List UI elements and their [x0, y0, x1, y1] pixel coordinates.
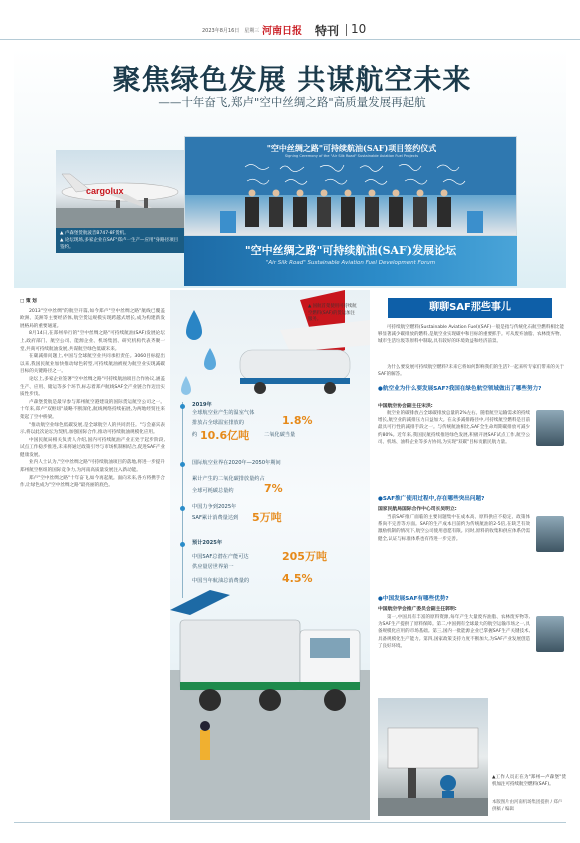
ceremony-subtitle: Signing Ceremony of the "Air Silk Road" Sustainable Aviation Fuel Projects — [284, 154, 419, 158]
article-paragraph: 8月14日,在郑州举行的"空中丝绸之路"可持续航油(SAF)发展论坛上,政府部门、航空公司、能源企业、机场集团、研究机构代表齐聚一堂,共商可持续航油发展,共谋航空绿色低碳未来。 — [20, 331, 165, 352]
article-paragraph: 郑卢"空中丝绸之路"十年奋飞,如今再起航。面向未来,各方将携手合作,让绿色成为"空中丝绸之路"最亮丽的底色。 — [20, 475, 165, 489]
stat-text: 中国力争到2025年 — [192, 504, 237, 510]
refueling-illustration — [378, 698, 488, 816]
stat-value: 7% — [264, 482, 283, 495]
newspaper-logo: 河南日报 — [262, 26, 302, 37]
page-subtitle: ——十年奋飞,郑卢"空中丝绸之路"高质量发展再起航 — [158, 95, 426, 109]
stat-value: 10.6亿吨 — [200, 429, 250, 442]
qa-question: ●SAF推广使用过程中,存在哪些突出问题? — [378, 496, 485, 502]
stat-text: 全球航空业产生的温室气体 — [192, 410, 255, 416]
header-divider — [346, 24, 347, 36]
hero-photo-caption: ▲ 卢森堡货航波音B747-8F货机。 ▲ 论坛现场,多家企业在SAF"郑卢一生产—应用"身路径项目签约。 — [56, 228, 184, 253]
stat-text: 中国SAF总潜在产能可达 — [192, 554, 249, 560]
forum-subtitle: "Air Silk Road" Sustainable Aviation Fuel Development Forum — [265, 260, 436, 266]
qa-answer: 当前SAF推广面临的主要问题集中在成本高、原料供应不稳定、政策体系尚不完善等方面。SAF的生产成本目前约为传统航油的2-5倍,在缺乏有效激励机制的情况下,航空公司使用意愿有限。同时,原料的收集和供应体系仍需健全,认证与标准体系也有待进一步完善。 — [378, 515, 530, 542]
stat-text: 排放占全球温室排放的 — [192, 420, 244, 426]
timeline-dot — [180, 542, 185, 547]
stat-text: 约 — [192, 432, 198, 438]
stat-text: 全球可耗碳总量约 — [192, 488, 234, 494]
timeline-line — [182, 402, 183, 598]
article-paragraph: 在碳减排问题上,中国与全球航空业共同承担责任。3060目标提出以来,我国民航业加快推动绿色转型,可持续航油被视为航空业实现减碳目标的关键路径之一。 — [20, 354, 165, 375]
truck-photo-caption: ▲ 国航首架使用可持续航空燃料(SAF)的货运加注服务。 — [308, 304, 357, 322]
qa-speaker: 中国航空协会副主任宋洪: — [378, 404, 433, 409]
article-paragraph: 中国民航局相关负责人介绍,国内可持续航油产业正处于起步阶段,试点工作稳步推进,未来将通过政策引导与市场机制相结合,促进SAF产业健康发展。 — [20, 437, 165, 458]
svg-text:cargolux: cargolux — [86, 186, 124, 196]
stat-text: 二氧化碳当量 — [264, 432, 296, 438]
stat-value: 4.5% — [282, 572, 313, 585]
stat-text: 中国当年航油总消费量的 — [192, 578, 250, 584]
signing-ceremony-photo — [184, 136, 517, 236]
qa-question: ●中国发展SAF有哪些优势? — [378, 596, 449, 602]
photo-credit: 本版图片由河南机场集团提供 / 郑卢供稿 / 编辑 — [492, 800, 563, 812]
stat-text: 累计产生的二氧化碳排放量约占 — [192, 476, 265, 482]
cargo-plane-illustration — [56, 150, 184, 228]
section-name: 特刊 — [315, 24, 340, 38]
page-number: 10 — [351, 22, 367, 36]
ceremony-title: "空中丝绸之路"可持续航油(SAF)项目签约仪式 — [266, 143, 437, 153]
stat-value: 5万吨 — [252, 511, 282, 524]
stat-text: 供应量居世界第一 — [192, 564, 234, 570]
qa-question: ●航空业为什么要发展SAF?我国在绿色航空领域做出了哪些努力? — [378, 386, 542, 392]
issue-date: 2023年8月16日 星期三 — [202, 28, 260, 34]
forum-title: "空中丝绸之路"可持续航油(SAF)发展论坛 — [244, 244, 457, 257]
stat-value: 1.8% — [282, 414, 313, 427]
article-paragraph: 卢森堡货航是最早参与郑州航空港建设的国际货运航空公司之一。十年来,郑卢"双枢纽"战略不断深化,航线网络持续拓展,为两地经贸往来架起了空中桥梁。 — [20, 399, 165, 420]
refueling-photo — [378, 698, 488, 816]
qa-intro: 可持续航空燃料(Sustainable Aviation Fuel)(SAF)一般是指与传统化石航空燃料相比能够显著减少碳排放的燃料,是航空业实现碳中和目标的重要抓手。可从废弃油脂、农林废弃物、城市生活垃圾等原料中制取,具有较好的环境效益和经济前景。 — [378, 325, 564, 345]
timeline-dot — [180, 404, 185, 409]
left-article — [20, 298, 165, 490]
qa-section-title: 聊聊SAF那些事儿 — [388, 298, 552, 318]
qa-answer: 第一,中国具有丰富的原料资源,每年产生大量废弃油脂、农林废弃物等,为SAF生产提供了原料保障。第二,中国拥有全球最大的航空运输市场之一,具备规模化应用的市场基础。第三,国内一批能源企业已掌握SAF生产关键技术,具备规模化生产能力。第四,国家政策支持力度不断加大,为SAF产业发展创造了良好环境。 — [378, 615, 530, 649]
speaker-photo — [536, 616, 564, 652]
qa-speaker: 国家民航局国际合作中心司长吴明立: — [378, 507, 457, 512]
page-title: 聚焦绿色发展 共谋航空未来 — [112, 63, 472, 96]
stats-timeline — [178, 402, 358, 602]
qa-answer: 航空业的碳排放占全球碳排放总量的2%左右。随着航空运输需求的持续增长,航空业的减排压力日益加大。在众多减排路径中,可持续航空燃料是目前最具可行性的减排手段之一。与传统航油相比,SAF全生命周期碳排放可减少约80%。近年来,我国民航持续推进绿色发展,积极开展SAF试点工作,航空公司、机场、油料企业等多方协同,为实现"双碳"目标贡献民航力量。 — [378, 411, 530, 445]
stat-year: 预计2025年 — [192, 540, 223, 546]
timeline-dot — [180, 462, 185, 467]
stat-year: 2019年 — [192, 402, 212, 408]
article-paragraph: "推动航空业绿色低碳发展,是全球航空人的共同责任。"与会嘉宾表示,将以此次论坛为契机,加强国际合作,推动可持续航油规模化应用。 — [20, 422, 165, 436]
article-paragraph: 业内人士认为,"空中丝绸之路"可持续航油项目的落地,将进一步提升郑州航空枢纽的国际竞争力,为河南高质量发展注入新动能。 — [20, 460, 165, 474]
timeline-dot — [180, 506, 185, 511]
bottom-divider — [14, 822, 566, 823]
article-paragraph: 论坛上,多家企业签署"空中丝绸之路"可持续航油项目合作协议,涵盖生产、应用、储运等多个环节,标志着郑卢航线SAF全产业链合作迈出实质性步伐。 — [20, 376, 165, 398]
qa-intro-2: 为什么要发展可持续航空燃料?未来它将如何影响我们的生活?一起来听专家们带来的关于SAF的解答。 — [378, 365, 564, 378]
stat-text: 国际航空业界在2020年—2050年期间 — [192, 460, 281, 466]
article-paragraph: 2013"空中丝绸"的航空开篇,如今郑卢"空中丝绸之路"航线已覆盖欧洲、美洲等主要经济体,航空货运规模实现跨越式增长,成为构建新发展格局的重要通道。 — [20, 308, 165, 329]
infographic-panel — [170, 290, 370, 820]
speaker-photo — [536, 410, 564, 446]
cargo-plane-photo — [56, 150, 184, 228]
stat-text: SAF累计消费量达到 — [192, 515, 239, 521]
qa-speaker: 中国航空学会推广委员会副主任郭明: — [378, 607, 457, 612]
ceremony-signatures — [185, 137, 517, 236]
refueling-caption: ▲工作人员正在为"郑州—卢森堡"货机加注可持续航空燃料(SAF)。 — [492, 775, 566, 788]
article-heading: □ 策 划 — [20, 299, 37, 304]
forum-banner — [184, 236, 517, 286]
speaker-photo — [536, 516, 564, 552]
stat-value: 205万吨 — [282, 550, 327, 563]
